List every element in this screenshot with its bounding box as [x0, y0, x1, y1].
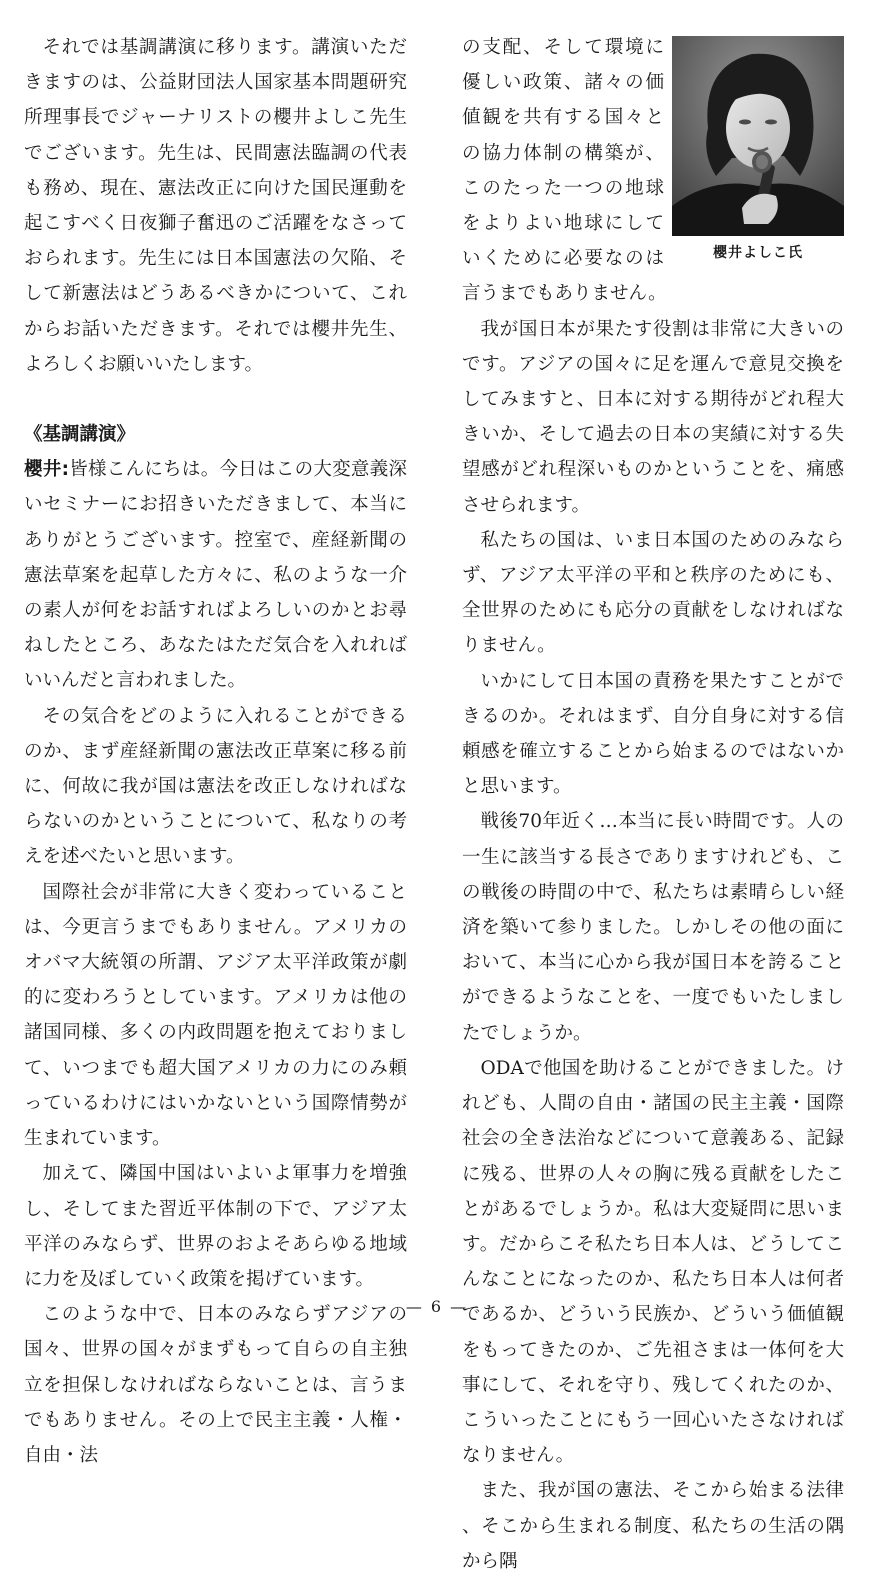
speaker-name: 櫻井	[24, 459, 62, 481]
speaker-photo	[672, 36, 844, 236]
speech-text: 皆様こんにちは。今日はこの大変意義深いセミナーにお招きいただきまして、本当にありがとうございます。控室で、産経新聞の憲法草案を起草した方々に、私のような一介の素人が何をお話すればよろしいのかとお尋ねしたところ、あなたはただ気合を入れればいいんだと言われました。	[24, 459, 407, 692]
paragraph-7: また、我が国の憲法、そこから始まる法律、そこから生まれる制度、私たちの生活の隅から隅	[462, 1480, 844, 1572]
speech-paragraph-1	[24, 452, 407, 698]
speaker-separator: :	[61, 459, 69, 481]
paragraph-4: いかにして日本国の責務を果たすことができるのか。それはまず、自分自身に対する信頼感を確立することから始まるのではないかと思います。	[462, 670, 844, 798]
paragraph-3: 私たちの国は、いま日本国のためのみならず、アジア太平洋の平和と秩序のためにも、全世界のためにも応分の貢献をしなければなりません。	[462, 529, 844, 657]
paragraph-1: の支配、そして環境に優しい政策、諸々の価値観を共有する国々との協力体制の構築が、このたった一つの地球をよりよい地球にしていくために必要なのは言うまでもありません。	[462, 37, 667, 305]
section-heading: 《基調講演》	[24, 424, 136, 446]
speech-paragraph-5: このような中で、日本のみならずアジアの国々、世界の国々がまずもって自らの自主独立を担保しなければならないことは、言うまでもありません。その上で民主主義・人権・自由・法	[24, 1304, 407, 1466]
speech-paragraph-4: 加えて、隣国中国はいよいよ軍事力を増強し、そしてまた習近平体制の下で、アジア太平洋のみならず、世界のおよそあらゆる地域に力を及ぼしていく政策を掲げています。	[24, 1163, 407, 1290]
right-column	[462, 30, 844, 1579]
paragraph-6: ODAで他国を助けることができました。けれども、人間の自由・諸国の民主主義・国際社会の全き法治などについて意義ある、記録に残る、世界の人々の胸に残る貢献をしたことがあるでしょうか。私は大変疑問に思います。だからこそ私たち日本人は、どうしてこんなことになったのか、私たち日本人は何者であるか、どういう民族か、どういう価値観をもってきたのか、ご先祖さまは一体何を大事にして、それを守り、残してくれたのか、こういったことにもう一回心いたさなければなりません。	[462, 1057, 844, 1467]
speech-paragraph-2: その気合をどのように入れることができるのか、まず産経新聞の憲法改正草案に移る前に、何故に我が国は憲法を改正しなければならないのかということについて、私なりの考えを述べたいと思います。	[24, 705, 407, 868]
left-column	[24, 30, 407, 1473]
page-number: — 6 —	[405, 1297, 469, 1316]
speech-paragraph-3: 国際社会が非常に大きく変わっていることは、今更言うまでもありません。アメリカのオバマ大統領の所謂、アジア太平洋政策が劇的に変わろうとしています。アメリカは他の諸国同様、多くの内政問題を抱えておりまして、いつまでも超大国アメリカの力にのみ頼っているわけにはいかないという国際情勢が生まれています。	[24, 881, 407, 1150]
section-spacer	[24, 382, 407, 417]
speaker-photo-figure	[672, 36, 844, 266]
paragraph-2: 我が国日本が果たす役割は非常に大きいのです。アジアの国々に足を運んで意見交換をしてみますと、日本に対する期待がどれ程大きいか、そして過去の日本の実績に対する失望感がどれ程深いものかということを、痛感させられます。	[462, 318, 844, 516]
photo-caption: 櫻井よしこ氏	[713, 245, 803, 261]
paragraph-5: 戦後70年近く…本当に長い時間です。人の一生に該当する長さでありますけれども、この戦後の時間の中で、私たちは素晴らしい経済を築いて参りました。しかしその他の面において、本当に心から我が国日本を誇ることができるようなことを、一度でもいたしましたでしょうか。	[462, 811, 844, 1044]
intro-paragraph: それでは基調講演に移ります。講演いただきますのは、公益財団法人国家基本問題研究所理事長でジャーナリストの櫻井よしこ先生でございます。先生は、民間憲法臨調の代表も務め、現在、憲法改正に向けた国民運動を起こすべく日夜獅子奮迅のご活躍をなさっておられます。先生には日本国憲法の欠陥、そして新憲法はどうあるべきかについて、これからお話いただきます。それでは櫻井先生、よろしくお願いいたします。	[24, 37, 407, 375]
